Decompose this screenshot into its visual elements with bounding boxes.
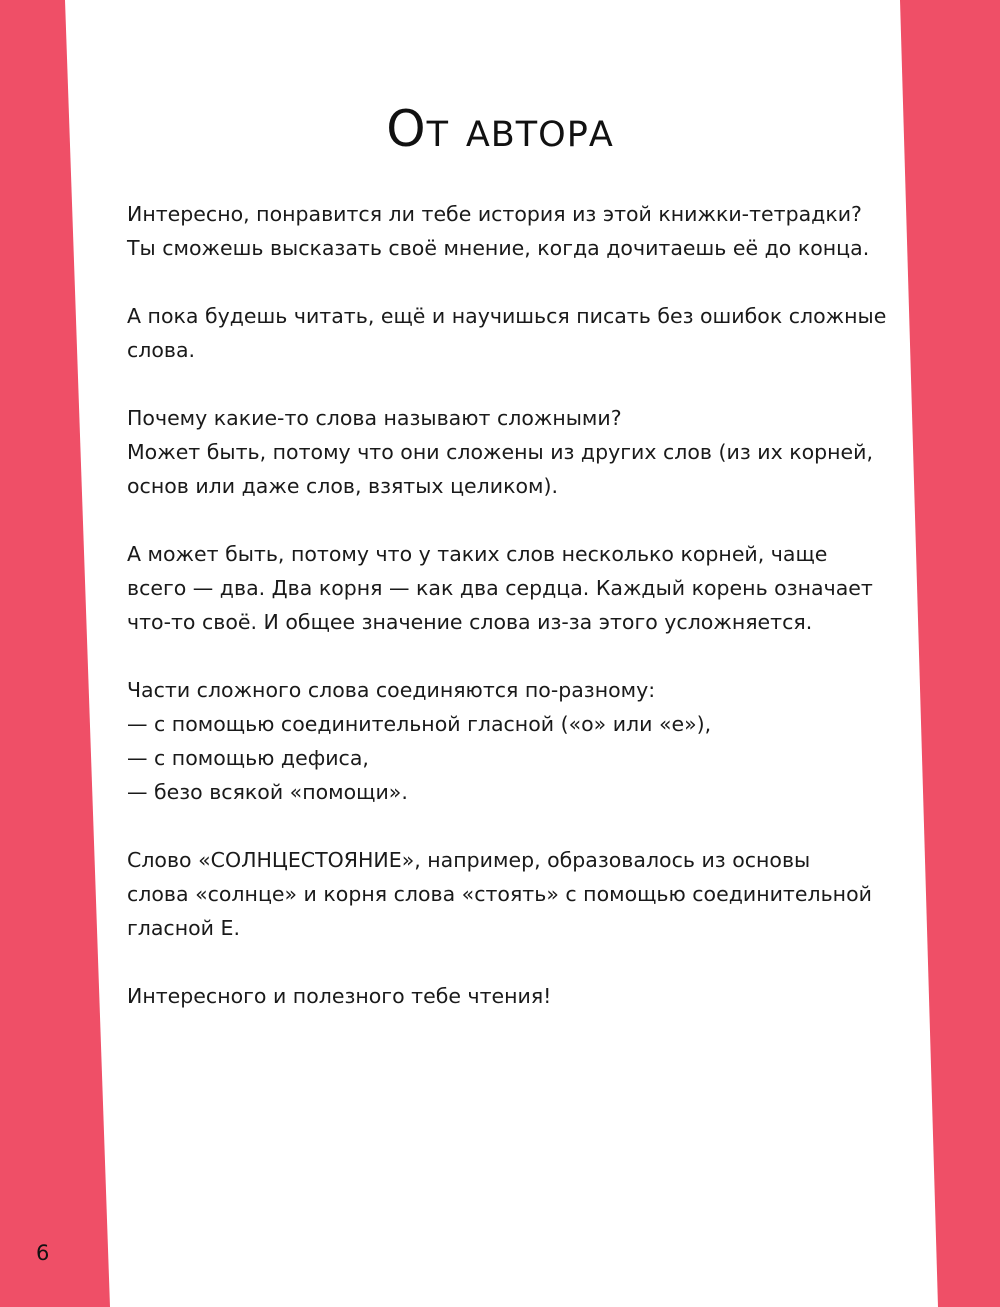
text-line: слова «солнце» и корня слова «стоять» с помощью соединительной (127, 882, 872, 906)
left-decorative-band (0, 0, 110, 1307)
text-line: Части сложного слова соединяются по-разному: (127, 678, 656, 702)
paragraph (127, 299, 887, 367)
paragraph (127, 537, 887, 639)
text-line: всего — два. Два корня — как два сердца. Каждый корень означает (127, 576, 873, 600)
text-line: Интересного и полезного тебе чтения! (127, 984, 552, 1008)
paragraph (127, 979, 887, 1013)
text-line: Ты сможешь высказать своё мнение, когда дочитаешь её до конца. (127, 236, 870, 260)
paragraph (127, 673, 887, 809)
right-decorative-band (900, 0, 1000, 1307)
page-title: От автора (386, 100, 614, 158)
text-line: — с помощью дефиса, (127, 746, 369, 770)
text-line: Почему какие-то слова называют сложными? (127, 406, 622, 430)
text-line: Интересно, понравится ли тебе история из этой книжки-тетрадки? (127, 202, 862, 226)
text-line: — безо всякой «помощи». (127, 780, 408, 804)
page-number: 6 (36, 1241, 50, 1265)
text-line: гласной Е. (127, 916, 240, 940)
text-line: Может быть, потому что они сложены из других слов (из их корней, (127, 440, 874, 464)
text-line: — с помощью соединительной гласной («о» или «е»), (127, 712, 712, 736)
text-line: что-то своё. И общее значение слова из-за этого усложняется. (127, 610, 813, 634)
body-text (127, 197, 887, 1047)
paragraph (127, 843, 887, 945)
paragraph (127, 197, 887, 265)
text-line: Слово «СОЛНЦЕСТОЯНИЕ», например, образовалось из основы (127, 848, 811, 872)
text-line: А может быть, потому что у таких слов несколько корней, чаще (127, 542, 828, 566)
text-line: А пока будешь читать, ещё и научишься писать без ошибок сложные (127, 304, 887, 328)
text-line: слова. (127, 338, 196, 362)
text-line: основ или даже слов, взятых целиком). (127, 474, 558, 498)
paragraph (127, 401, 887, 503)
